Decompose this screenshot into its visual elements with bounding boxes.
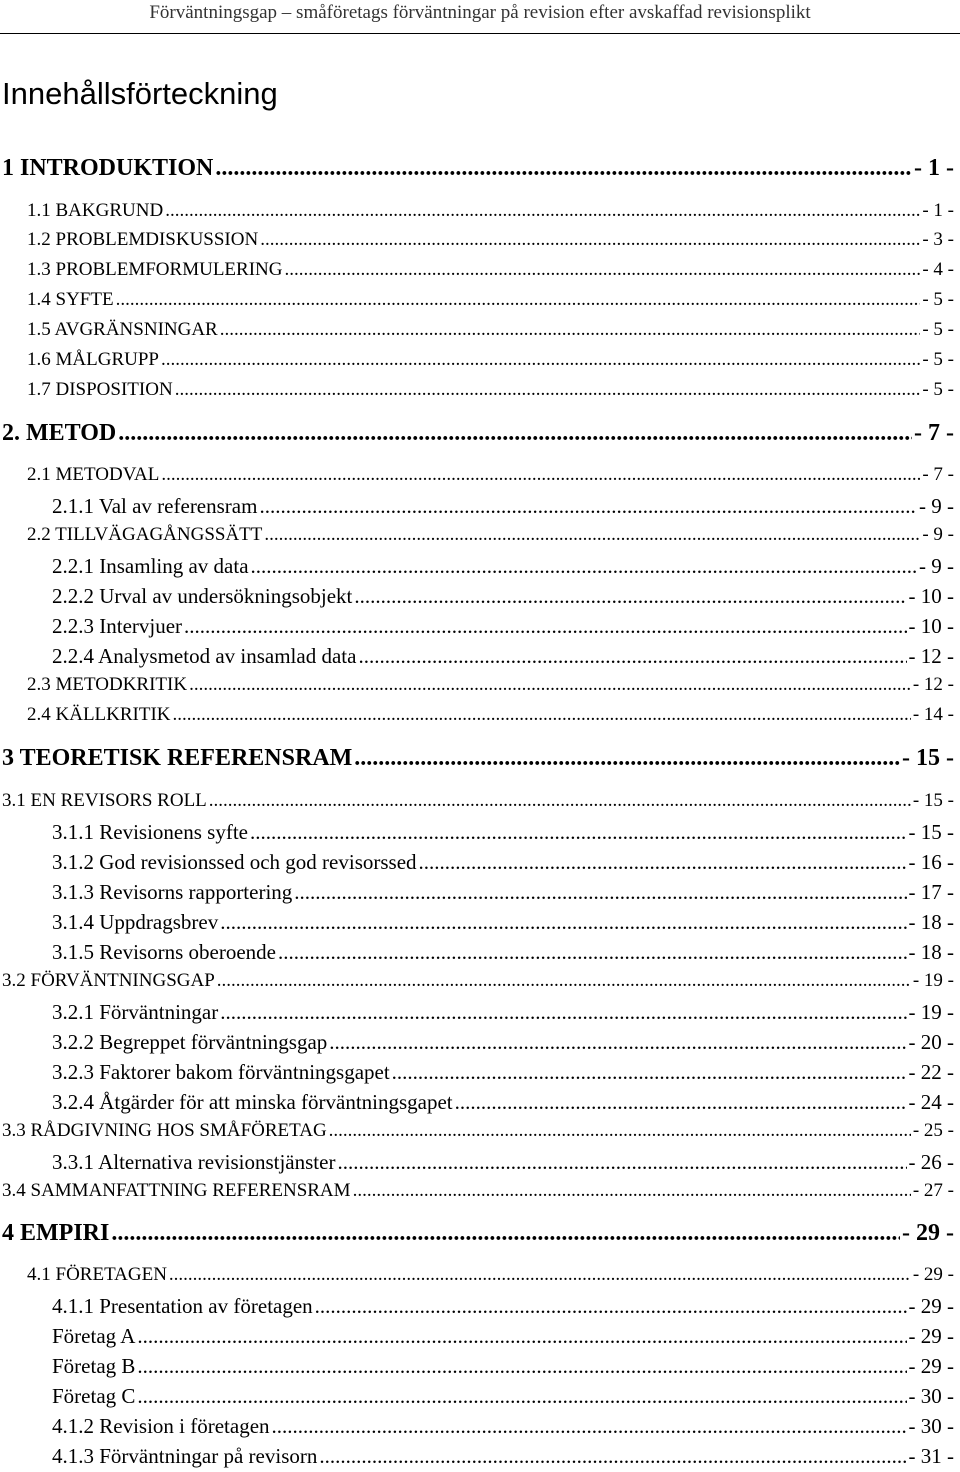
toc-leader-dots [217, 970, 911, 992]
toc-leader-dots [315, 1294, 907, 1319]
toc-heading: Innehållsförteckning [2, 76, 278, 111]
toc-leader-dots [354, 584, 906, 609]
toc-leader-dots [161, 349, 920, 371]
toc-entry-title: 3.1.2 God revisionssed och god revisorssed [52, 850, 417, 874]
toc-entry-page: - 15 - [902, 745, 954, 771]
toc-entry-title: Företag B [52, 1354, 136, 1378]
toc-entry[interactable] [52, 494, 954, 522]
toc-entry-title: 3.2.4 Åtgärder för att minska förväntningsgapet [52, 1090, 453, 1114]
toc-entry[interactable] [27, 379, 954, 407]
toc-entry[interactable] [27, 229, 954, 257]
running-header [0, 0, 960, 34]
toc-leader-dots [165, 200, 920, 222]
toc-entry-title: 1.3 PROBLEMFORMULERING [27, 259, 283, 280]
toc-entry[interactable] [2, 1220, 954, 1248]
toc-entry[interactable] [27, 464, 954, 492]
toc-entry[interactable] [27, 259, 954, 287]
toc-entry-page: - 9 - [919, 494, 954, 518]
toc-entry-title: 3.2.1 Förväntningar [52, 1000, 219, 1024]
toc-leader-dots [278, 940, 907, 965]
toc-entry[interactable] [2, 1120, 954, 1148]
toc-entry-page: - 15 - [908, 820, 954, 844]
toc-leader-dots [111, 1220, 900, 1247]
toc-entry-title: 2.1.1 Val av referensram [52, 494, 258, 518]
toc-entry-title: 1.5 AVGRÄNSNINGAR [27, 319, 218, 340]
toc-entry[interactable] [27, 704, 954, 732]
toc-entry[interactable] [52, 880, 954, 908]
toc-entry-page: - 26 - [908, 1150, 954, 1174]
toc-entry-title: Företag C [52, 1384, 136, 1408]
toc-entry-title: 3.3 RÅDGIVNING HOS SMÅFÖRETAG [2, 1120, 327, 1141]
toc-entry[interactable] [52, 850, 954, 878]
toc-leader-dots [184, 614, 906, 639]
toc-entry-page: - 9 - [922, 524, 954, 545]
toc-entry[interactable] [52, 1384, 954, 1412]
toc-entry-title: 2. METOD [2, 420, 117, 446]
toc-entry-title: 2.3 METODKRITIK [27, 674, 188, 695]
toc-leader-dots [259, 494, 917, 519]
toc-entry-page: - 19 - [912, 970, 954, 991]
toc-entry-page: - 5 - [922, 289, 954, 310]
toc-entry[interactable] [2, 1180, 954, 1208]
toc-leader-dots [137, 1384, 906, 1409]
toc-entry-title: 4.1.3 Förväntningar på revisorn [52, 1444, 318, 1468]
toc-entry-title: 2.2.4 Analysmetod av insamlad data [52, 644, 357, 668]
toc-entry-title: 3.2.2 Begreppet förväntningsgap [52, 1030, 328, 1054]
toc-entry-page: - 4 - [922, 259, 954, 280]
toc-entry[interactable] [52, 1030, 954, 1058]
toc-entry-page: - 20 - [908, 1030, 954, 1054]
toc-entry[interactable] [27, 289, 954, 317]
toc-entry[interactable] [52, 820, 954, 848]
toc-leader-dots [264, 524, 920, 546]
toc-entry[interactable] [2, 155, 954, 183]
toc-entry-page: - 30 - [908, 1384, 954, 1408]
toc-entry-page: - 7 - [914, 420, 954, 446]
toc-entry-page: - 9 - [919, 554, 954, 578]
toc-leader-dots [173, 704, 911, 726]
toc-leader-dots [161, 464, 920, 486]
toc-entry[interactable] [52, 910, 954, 938]
toc-entry-page: - 7 - [922, 464, 954, 485]
toc-entry[interactable] [52, 1060, 954, 1088]
toc-leader-dots [353, 1180, 911, 1202]
toc-leader-dots [250, 820, 907, 845]
toc-entry-title: 4.1 FÖRETAGEN [27, 1264, 167, 1285]
toc-entry-title: 1.2 PROBLEMDISKUSSION [27, 229, 259, 250]
toc-entry-page: - 17 - [908, 880, 954, 904]
toc-leader-dots [116, 289, 921, 311]
toc-entry-page: - 15 - [912, 790, 954, 811]
toc-entry[interactable] [27, 200, 954, 228]
toc-entry-page: - 29 - [908, 1294, 954, 1318]
toc-entry-title: 1.4 SYFTE [27, 289, 114, 310]
toc-entry[interactable] [52, 1090, 954, 1118]
toc-entry-title: 3.1.3 Revisorns rapportering [52, 880, 293, 904]
toc-leader-dots [329, 1030, 906, 1055]
toc-entry-title: 3 TEORETISK REFERENSRAM [2, 745, 353, 771]
toc-entry-title: 3.3.1 Alternativa revisionstjänster [52, 1150, 336, 1174]
toc-entry-page: - 27 - [912, 1180, 954, 1201]
toc-entry[interactable] [52, 1150, 954, 1178]
toc-leader-dots [329, 1120, 911, 1142]
toc-entry-title: 1.7 DISPOSITION [27, 379, 173, 400]
toc-entry-page: - 22 - [908, 1060, 954, 1084]
toc-leader-dots [220, 910, 906, 935]
toc-leader-dots [260, 229, 920, 251]
toc-leader-dots [220, 319, 921, 341]
toc-entry-page: - 12 - [912, 674, 954, 695]
toc-entry-title: 1 INTRODUKTION [2, 155, 214, 181]
toc-entry-page: - 29 - [912, 1264, 954, 1285]
toc-entry[interactable] [2, 420, 954, 448]
toc-leader-dots [175, 379, 921, 401]
toc-entry-page: - 3 - [922, 229, 954, 250]
toc-entry-page: - 24 - [908, 1090, 954, 1114]
toc-leader-dots [419, 850, 907, 875]
toc-entry[interactable] [52, 1354, 954, 1382]
toc-entry-page: - 1 - [922, 200, 954, 221]
toc-leader-dots [358, 644, 906, 669]
toc-entry-page: - 30 - [908, 1414, 954, 1438]
toc-entry[interactable] [27, 319, 954, 347]
toc-entry[interactable] [52, 1444, 954, 1472]
toc-entry-page: - 5 - [922, 379, 954, 400]
toc-entry-page: - 10 - [908, 614, 954, 638]
toc-entry-title: 4.1.2 Revision i företagen [52, 1414, 270, 1438]
toc-entry[interactable] [27, 1264, 954, 1292]
toc-entry[interactable] [52, 1324, 954, 1352]
toc-entry[interactable] [52, 1414, 954, 1442]
toc-entry-page: - 5 - [922, 349, 954, 370]
toc-leader-dots [215, 155, 912, 182]
toc-entry-page: - 18 - [908, 910, 954, 934]
toc-entry-page: - 29 - [908, 1354, 954, 1378]
toc-entry-title: 3.1 EN REVISORS ROLL [2, 790, 207, 811]
toc-entry-title: 3.1.5 Revisorns oberoende [52, 940, 276, 964]
toc-leader-dots [169, 1264, 911, 1286]
toc-leader-dots [284, 259, 920, 281]
toc-leader-dots [319, 1444, 906, 1469]
toc-leader-dots [272, 1414, 907, 1439]
toc-entry[interactable] [2, 745, 954, 773]
toc-entry[interactable] [52, 554, 954, 582]
toc-entry-page: - 16 - [908, 850, 954, 874]
toc-entry-page: - 25 - [912, 1120, 954, 1141]
toc-leader-dots [118, 420, 912, 447]
toc-entry[interactable] [52, 940, 954, 968]
toc-entry-page: - 31 - [908, 1444, 954, 1468]
toc-entry-page: - 18 - [908, 940, 954, 964]
toc-entry-title: 3.4 SAMMANFATTNING REFERENSRAM [2, 1180, 351, 1201]
toc-leader-dots [137, 1324, 906, 1349]
toc-leader-dots [189, 674, 911, 696]
toc-entry[interactable] [27, 349, 954, 377]
toc-leader-dots [354, 745, 900, 772]
toc-entry-page: - 10 - [908, 584, 954, 608]
toc-entry-title: 3.2.3 Faktorer bakom förväntningsgapet [52, 1060, 390, 1084]
toc-entry-page: - 12 - [908, 644, 954, 668]
toc-entry[interactable] [27, 674, 954, 702]
toc-entry-title: 4.1.1 Presentation av företagen [52, 1294, 313, 1318]
toc-leader-dots [137, 1354, 906, 1379]
toc-entry-title: 3.1.4 Uppdragsbrev [52, 910, 219, 934]
toc-entry[interactable] [52, 614, 954, 642]
toc-entry-title: 1.6 MÅLGRUPP [27, 349, 159, 370]
toc-entry-title: 2.2 TILLVÄGAGÅNGSSÄTT [27, 524, 263, 545]
toc-entry[interactable] [2, 790, 954, 818]
toc-leader-dots [337, 1150, 906, 1175]
toc-entry-title: 3.1.1 Revisionens syfte [52, 820, 248, 844]
toc-leader-dots [392, 1060, 907, 1085]
toc-entry-title: 2.2.2 Urval av undersökningsobjekt [52, 584, 353, 608]
toc-entry-title: 2.2.3 Intervjuer [52, 614, 183, 638]
toc-entry-title: 1.1 BAKGRUND [27, 200, 164, 221]
toc-entry[interactable] [2, 970, 954, 998]
toc-entry[interactable] [52, 584, 954, 612]
toc-entry-page: - 1 - [914, 155, 954, 181]
toc-entry-page: - 29 - [908, 1324, 954, 1348]
toc-entry[interactable] [52, 1294, 954, 1322]
toc-leader-dots [220, 1000, 906, 1025]
toc-leader-dots [209, 790, 911, 812]
toc-entry[interactable] [52, 1000, 954, 1028]
toc-entry-title: 2.1 METODVAL [27, 464, 160, 485]
toc-entry[interactable] [52, 644, 954, 672]
toc-entry-page: - 19 - [908, 1000, 954, 1024]
toc-entry-title: 2.2.1 Insamling av data [52, 554, 249, 578]
running-header-title: Förväntningsgap – småföretags förväntningar på revision efter avskaffad revisionsplikt [149, 2, 811, 23]
toc-entry-title: 2.4 KÄLLKRITIK [27, 704, 171, 725]
toc-entry[interactable] [27, 524, 954, 552]
toc-entry-title: 3.2 FÖRVÄNTNINGSGAP [2, 970, 215, 991]
toc-entry-page: - 5 - [922, 319, 954, 340]
toc-entry-title: 4 EMPIRI [2, 1220, 110, 1246]
toc-entry-page: - 29 - [902, 1220, 954, 1246]
toc-entry-page: - 14 - [912, 704, 954, 725]
toc-leader-dots [251, 554, 917, 579]
toc-leader-dots [294, 880, 906, 905]
toc-entry-title: Företag A [52, 1324, 136, 1348]
toc-leader-dots [455, 1090, 907, 1115]
